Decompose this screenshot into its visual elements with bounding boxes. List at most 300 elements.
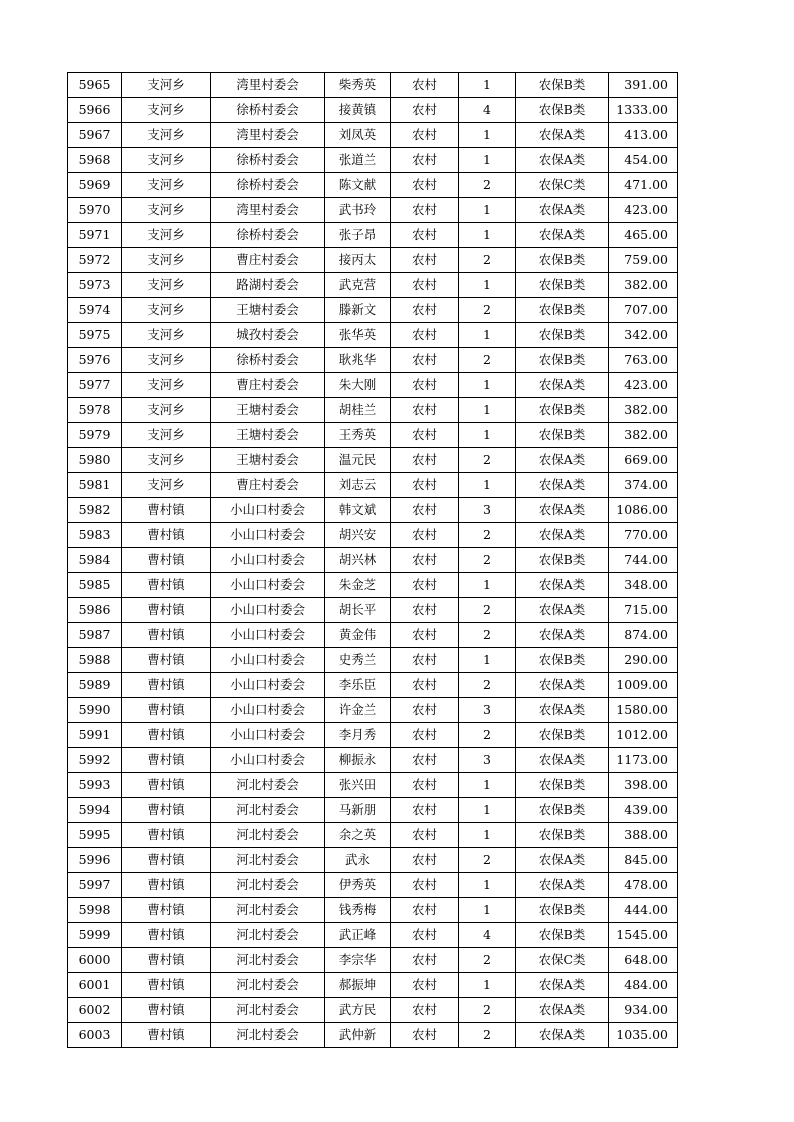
serial-number-cell: 5995 (68, 823, 122, 848)
amount-cell: 413.00 (609, 123, 678, 148)
amount-cell: 1580.00 (609, 698, 678, 723)
insurance-category-cell: 农保A类 (516, 673, 609, 698)
township-cell: 曹村镇 (122, 698, 211, 723)
amount-cell: 444.00 (609, 898, 678, 923)
insurance-category-cell: 农保A类 (516, 698, 609, 723)
household-size-cell: 1 (459, 648, 516, 673)
township-cell: 支河乡 (122, 98, 211, 123)
village-committee-cell: 湾里村委会 (211, 198, 325, 223)
township-cell: 曹村镇 (122, 648, 211, 673)
serial-number-cell: 5999 (68, 923, 122, 948)
household-type-cell: 农村 (391, 273, 459, 298)
insurance-category-cell: 农保A类 (516, 998, 609, 1023)
household-size-cell: 1 (459, 373, 516, 398)
village-committee-cell: 河北村委会 (211, 873, 325, 898)
table-row (68, 548, 678, 573)
township-cell: 曹村镇 (122, 723, 211, 748)
table-row (68, 73, 678, 98)
name-cell: 武方民 (325, 998, 391, 1023)
amount-cell: 669.00 (609, 448, 678, 473)
village-committee-cell: 曹庄村委会 (211, 473, 325, 498)
household-type-cell: 农村 (391, 198, 459, 223)
insurance-category-cell: 农保A类 (516, 448, 609, 473)
township-cell: 支河乡 (122, 73, 211, 98)
insurance-category-cell: 农保A类 (516, 198, 609, 223)
village-committee-cell: 徐桥村委会 (211, 173, 325, 198)
name-cell: 朱大刚 (325, 373, 391, 398)
name-cell: 李月秀 (325, 723, 391, 748)
amount-cell: 398.00 (609, 773, 678, 798)
household-type-cell: 农村 (391, 973, 459, 998)
household-type-cell: 农村 (391, 598, 459, 623)
amount-cell: 454.00 (609, 148, 678, 173)
village-committee-cell: 小山口村委会 (211, 523, 325, 548)
village-committee-cell: 河北村委会 (211, 898, 325, 923)
serial-number-cell: 5991 (68, 723, 122, 748)
township-cell: 曹村镇 (122, 523, 211, 548)
name-cell: 张道兰 (325, 148, 391, 173)
household-type-cell: 农村 (391, 573, 459, 598)
records-table (67, 72, 678, 1048)
household-type-cell: 农村 (391, 73, 459, 98)
serial-number-cell: 5968 (68, 148, 122, 173)
name-cell: 许金兰 (325, 698, 391, 723)
household-size-cell: 2 (459, 1023, 516, 1048)
name-cell: 韩文斌 (325, 498, 391, 523)
name-cell: 李宗华 (325, 948, 391, 973)
insurance-category-cell: 农保A类 (516, 523, 609, 548)
amount-cell: 465.00 (609, 223, 678, 248)
township-cell: 支河乡 (122, 198, 211, 223)
table-row (68, 648, 678, 673)
township-cell: 支河乡 (122, 248, 211, 273)
village-committee-cell: 王塘村委会 (211, 448, 325, 473)
insurance-category-cell: 农保B类 (516, 248, 609, 273)
township-cell: 支河乡 (122, 473, 211, 498)
township-cell: 曹村镇 (122, 598, 211, 623)
table-row (68, 848, 678, 873)
household-type-cell: 农村 (391, 923, 459, 948)
serial-number-cell: 5970 (68, 198, 122, 223)
table-row (68, 973, 678, 998)
village-committee-cell: 河北村委会 (211, 973, 325, 998)
household-size-cell: 1 (459, 273, 516, 298)
amount-cell: 1012.00 (609, 723, 678, 748)
name-cell: 胡兴安 (325, 523, 391, 548)
name-cell: 刘志云 (325, 473, 391, 498)
township-cell: 支河乡 (122, 398, 211, 423)
serial-number-cell: 5988 (68, 648, 122, 673)
serial-number-cell: 5985 (68, 573, 122, 598)
household-type-cell: 农村 (391, 798, 459, 823)
insurance-category-cell: 农保B类 (516, 773, 609, 798)
amount-cell: 845.00 (609, 848, 678, 873)
serial-number-cell: 5990 (68, 698, 122, 723)
amount-cell: 471.00 (609, 173, 678, 198)
table-row (68, 248, 678, 273)
household-type-cell: 农村 (391, 823, 459, 848)
household-type-cell: 农村 (391, 323, 459, 348)
household-size-cell: 1 (459, 73, 516, 98)
township-cell: 曹村镇 (122, 673, 211, 698)
household-size-cell: 2 (459, 948, 516, 973)
amount-cell: 374.00 (609, 473, 678, 498)
village-committee-cell: 河北村委会 (211, 848, 325, 873)
household-type-cell: 农村 (391, 998, 459, 1023)
township-cell: 曹村镇 (122, 973, 211, 998)
village-committee-cell: 河北村委会 (211, 1023, 325, 1048)
name-cell: 柴秀英 (325, 73, 391, 98)
village-committee-cell: 小山口村委会 (211, 698, 325, 723)
household-size-cell: 2 (459, 248, 516, 273)
village-committee-cell: 河北村委会 (211, 923, 325, 948)
insurance-category-cell: 农保A类 (516, 848, 609, 873)
household-type-cell: 农村 (391, 1023, 459, 1048)
village-committee-cell: 路湖村委会 (211, 273, 325, 298)
amount-cell: 382.00 (609, 398, 678, 423)
township-cell: 支河乡 (122, 298, 211, 323)
table-row (68, 198, 678, 223)
name-cell: 王秀英 (325, 423, 391, 448)
township-cell: 曹村镇 (122, 573, 211, 598)
amount-cell: 934.00 (609, 998, 678, 1023)
village-committee-cell: 河北村委会 (211, 998, 325, 1023)
household-type-cell: 农村 (391, 773, 459, 798)
insurance-category-cell: 农保A类 (516, 1023, 609, 1048)
insurance-category-cell: 农保B类 (516, 423, 609, 448)
table-row (68, 698, 678, 723)
village-committee-cell: 徐桥村委会 (211, 98, 325, 123)
household-type-cell: 农村 (391, 423, 459, 448)
household-size-cell: 1 (459, 148, 516, 173)
township-cell: 曹村镇 (122, 948, 211, 973)
insurance-category-cell: 农保B类 (516, 548, 609, 573)
village-committee-cell: 王塘村委会 (211, 398, 325, 423)
serial-number-cell: 5993 (68, 773, 122, 798)
household-type-cell: 农村 (391, 448, 459, 473)
household-type-cell: 农村 (391, 98, 459, 123)
name-cell: 武克营 (325, 273, 391, 298)
township-cell: 支河乡 (122, 148, 211, 173)
insurance-category-cell: 农保A类 (516, 748, 609, 773)
household-type-cell: 农村 (391, 398, 459, 423)
amount-cell: 342.00 (609, 323, 678, 348)
name-cell: 马新朋 (325, 798, 391, 823)
household-type-cell: 农村 (391, 623, 459, 648)
amount-cell: 770.00 (609, 523, 678, 548)
insurance-category-cell: 农保B类 (516, 398, 609, 423)
insurance-category-cell: 农保B类 (516, 648, 609, 673)
serial-number-cell: 5992 (68, 748, 122, 773)
household-size-cell: 1 (459, 873, 516, 898)
table-row (68, 223, 678, 248)
household-type-cell: 农村 (391, 748, 459, 773)
township-cell: 支河乡 (122, 423, 211, 448)
name-cell: 刘凤英 (325, 123, 391, 148)
table-row (68, 398, 678, 423)
insurance-category-cell: 农保A类 (516, 373, 609, 398)
household-size-cell: 2 (459, 848, 516, 873)
township-cell: 曹村镇 (122, 498, 211, 523)
amount-cell: 874.00 (609, 623, 678, 648)
village-committee-cell: 小山口村委会 (211, 648, 325, 673)
amount-cell: 1086.00 (609, 498, 678, 523)
table-row (68, 673, 678, 698)
table-row (68, 323, 678, 348)
village-committee-cell: 河北村委会 (211, 773, 325, 798)
name-cell: 温元民 (325, 448, 391, 473)
household-type-cell: 农村 (391, 948, 459, 973)
township-cell: 曹村镇 (122, 873, 211, 898)
amount-cell: 1009.00 (609, 673, 678, 698)
household-size-cell: 1 (459, 773, 516, 798)
serial-number-cell: 5986 (68, 598, 122, 623)
amount-cell: 1173.00 (609, 748, 678, 773)
insurance-category-cell: 农保A类 (516, 598, 609, 623)
township-cell: 支河乡 (122, 323, 211, 348)
insurance-category-cell: 农保A类 (516, 223, 609, 248)
household-size-cell: 3 (459, 698, 516, 723)
household-size-cell: 2 (459, 623, 516, 648)
household-size-cell: 2 (459, 523, 516, 548)
serial-number-cell: 5976 (68, 348, 122, 373)
name-cell: 胡桂兰 (325, 398, 391, 423)
household-size-cell: 1 (459, 573, 516, 598)
village-committee-cell: 小山口村委会 (211, 498, 325, 523)
table-row (68, 373, 678, 398)
table-row (68, 623, 678, 648)
serial-number-cell: 5981 (68, 473, 122, 498)
household-type-cell: 农村 (391, 473, 459, 498)
table-row (68, 273, 678, 298)
serial-number-cell: 5974 (68, 298, 122, 323)
table-row (68, 523, 678, 548)
table-row (68, 773, 678, 798)
table-row (68, 123, 678, 148)
serial-number-cell: 5980 (68, 448, 122, 473)
serial-number-cell: 5972 (68, 248, 122, 273)
household-type-cell: 农村 (391, 348, 459, 373)
household-size-cell: 1 (459, 398, 516, 423)
household-type-cell: 农村 (391, 498, 459, 523)
name-cell: 钱秀梅 (325, 898, 391, 923)
township-cell: 曹村镇 (122, 898, 211, 923)
household-size-cell: 3 (459, 498, 516, 523)
village-committee-cell: 徐桥村委会 (211, 148, 325, 173)
household-size-cell: 2 (459, 298, 516, 323)
village-committee-cell: 小山口村委会 (211, 748, 325, 773)
village-committee-cell: 徐桥村委会 (211, 223, 325, 248)
table-row (68, 348, 678, 373)
insurance-category-cell: 农保C类 (516, 173, 609, 198)
insurance-category-cell: 农保A类 (516, 498, 609, 523)
household-type-cell: 农村 (391, 123, 459, 148)
household-size-cell: 3 (459, 748, 516, 773)
township-cell: 曹村镇 (122, 848, 211, 873)
table-row (68, 148, 678, 173)
household-type-cell: 农村 (391, 848, 459, 873)
insurance-category-cell: 农保A类 (516, 573, 609, 598)
serial-number-cell: 5982 (68, 498, 122, 523)
serial-number-cell: 6003 (68, 1023, 122, 1048)
serial-number-cell: 5996 (68, 848, 122, 873)
insurance-category-cell: 农保B类 (516, 323, 609, 348)
name-cell: 柳振永 (325, 748, 391, 773)
household-size-cell: 2 (459, 173, 516, 198)
household-type-cell: 农村 (391, 173, 459, 198)
township-cell: 曹村镇 (122, 1023, 211, 1048)
serial-number-cell: 5987 (68, 623, 122, 648)
amount-cell: 759.00 (609, 248, 678, 273)
name-cell: 伊秀英 (325, 873, 391, 898)
amount-cell: 382.00 (609, 423, 678, 448)
village-committee-cell: 徐桥村委会 (211, 348, 325, 373)
township-cell: 曹村镇 (122, 823, 211, 848)
table-row (68, 998, 678, 1023)
name-cell: 余之英 (325, 823, 391, 848)
household-size-cell: 2 (459, 598, 516, 623)
amount-cell: 382.00 (609, 273, 678, 298)
serial-number-cell: 5984 (68, 548, 122, 573)
table-row (68, 1023, 678, 1048)
name-cell: 陈文献 (325, 173, 391, 198)
household-size-cell: 1 (459, 198, 516, 223)
village-committee-cell: 王塘村委会 (211, 298, 325, 323)
township-cell: 曹村镇 (122, 548, 211, 573)
amount-cell: 1333.00 (609, 98, 678, 123)
household-size-cell: 1 (459, 973, 516, 998)
insurance-category-cell: 农保B类 (516, 273, 609, 298)
household-type-cell: 农村 (391, 223, 459, 248)
insurance-category-cell: 农保B类 (516, 98, 609, 123)
name-cell: 张华英 (325, 323, 391, 348)
insurance-category-cell: 农保A类 (516, 123, 609, 148)
name-cell: 郝振坤 (325, 973, 391, 998)
township-cell: 支河乡 (122, 123, 211, 148)
name-cell: 黄金伟 (325, 623, 391, 648)
township-cell: 支河乡 (122, 223, 211, 248)
village-committee-cell: 河北村委会 (211, 823, 325, 848)
insurance-category-cell: 农保B类 (516, 73, 609, 98)
household-type-cell: 农村 (391, 523, 459, 548)
name-cell: 胡兴林 (325, 548, 391, 573)
table-row (68, 748, 678, 773)
amount-cell: 290.00 (609, 648, 678, 673)
serial-number-cell: 6001 (68, 973, 122, 998)
name-cell: 李乐臣 (325, 673, 391, 698)
amount-cell: 715.00 (609, 598, 678, 623)
table-row (68, 573, 678, 598)
household-size-cell: 1 (459, 423, 516, 448)
insurance-category-cell: 农保B类 (516, 298, 609, 323)
serial-number-cell: 5965 (68, 73, 122, 98)
household-type-cell: 农村 (391, 873, 459, 898)
table-row (68, 473, 678, 498)
village-committee-cell: 河北村委会 (211, 948, 325, 973)
serial-number-cell: 5998 (68, 898, 122, 923)
serial-number-cell: 5989 (68, 673, 122, 698)
village-committee-cell: 王塘村委会 (211, 423, 325, 448)
village-committee-cell: 小山口村委会 (211, 598, 325, 623)
records-table-body (68, 73, 678, 1048)
household-size-cell: 2 (459, 723, 516, 748)
name-cell: 接黄镇 (325, 98, 391, 123)
amount-cell: 423.00 (609, 373, 678, 398)
household-size-cell: 4 (459, 98, 516, 123)
household-type-cell: 农村 (391, 148, 459, 173)
insurance-category-cell: 农保B类 (516, 823, 609, 848)
insurance-category-cell: 农保A类 (516, 148, 609, 173)
insurance-category-cell: 农保B类 (516, 923, 609, 948)
village-committee-cell: 湾里村委会 (211, 73, 325, 98)
table-row (68, 948, 678, 973)
amount-cell: 1545.00 (609, 923, 678, 948)
township-cell: 曹村镇 (122, 923, 211, 948)
village-committee-cell: 曹庄村委会 (211, 373, 325, 398)
name-cell: 滕新文 (325, 298, 391, 323)
household-type-cell: 农村 (391, 298, 459, 323)
amount-cell: 744.00 (609, 548, 678, 573)
serial-number-cell: 5967 (68, 123, 122, 148)
insurance-category-cell: 农保B类 (516, 898, 609, 923)
table-row (68, 173, 678, 198)
household-type-cell: 农村 (391, 698, 459, 723)
household-size-cell: 1 (459, 473, 516, 498)
amount-cell: 484.00 (609, 973, 678, 998)
township-cell: 曹村镇 (122, 748, 211, 773)
serial-number-cell: 5983 (68, 523, 122, 548)
name-cell: 接丙太 (325, 248, 391, 273)
amount-cell: 423.00 (609, 198, 678, 223)
village-committee-cell: 曹庄村委会 (211, 248, 325, 273)
village-committee-cell: 河北村委会 (211, 798, 325, 823)
serial-number-cell: 5969 (68, 173, 122, 198)
serial-number-cell: 5966 (68, 98, 122, 123)
amount-cell: 348.00 (609, 573, 678, 598)
village-committee-cell: 城孜村委会 (211, 323, 325, 348)
table-row (68, 298, 678, 323)
household-size-cell: 1 (459, 223, 516, 248)
township-cell: 支河乡 (122, 348, 211, 373)
table-row (68, 723, 678, 748)
village-committee-cell: 小山口村委会 (211, 623, 325, 648)
insurance-category-cell: 农保A类 (516, 873, 609, 898)
household-size-cell: 2 (459, 348, 516, 373)
insurance-category-cell: 农保A类 (516, 973, 609, 998)
township-cell: 曹村镇 (122, 798, 211, 823)
insurance-category-cell: 农保B类 (516, 348, 609, 373)
name-cell: 耿兆华 (325, 348, 391, 373)
household-type-cell: 农村 (391, 548, 459, 573)
serial-number-cell: 5978 (68, 398, 122, 423)
household-size-cell: 2 (459, 673, 516, 698)
insurance-category-cell: 农保A类 (516, 473, 609, 498)
township-cell: 支河乡 (122, 173, 211, 198)
township-cell: 支河乡 (122, 448, 211, 473)
name-cell: 武永 (325, 848, 391, 873)
serial-number-cell: 5977 (68, 373, 122, 398)
household-size-cell: 1 (459, 798, 516, 823)
village-committee-cell: 小山口村委会 (211, 673, 325, 698)
township-cell: 曹村镇 (122, 998, 211, 1023)
household-size-cell: 1 (459, 123, 516, 148)
name-cell: 张子昂 (325, 223, 391, 248)
township-cell: 支河乡 (122, 373, 211, 398)
serial-number-cell: 5971 (68, 223, 122, 248)
insurance-category-cell: 农保B类 (516, 798, 609, 823)
table-row (68, 798, 678, 823)
household-size-cell: 1 (459, 898, 516, 923)
